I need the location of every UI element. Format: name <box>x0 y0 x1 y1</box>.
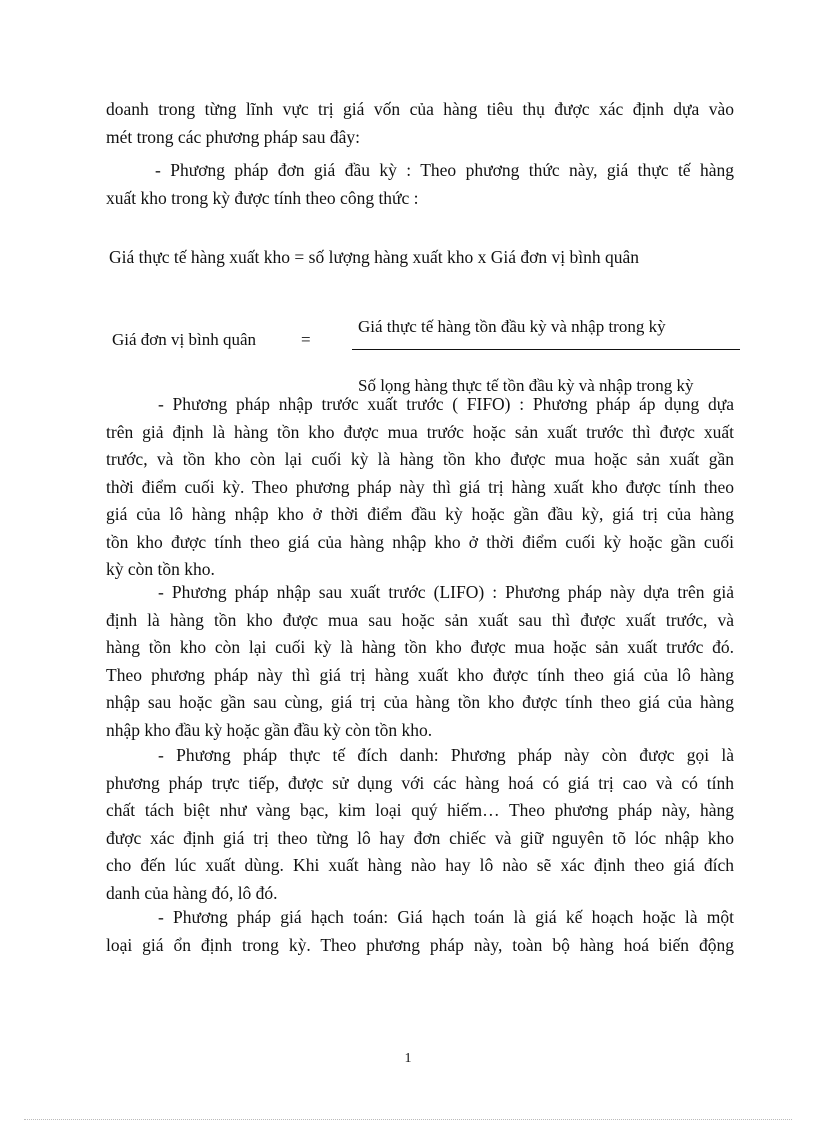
text-line: - Phương pháp nhập trước xuất trước ( FIFO) : Phương pháp áp dụng dựa <box>158 394 734 414</box>
text-line: nhập kho đầu kỳ hoặc gần đầu kỳ còn tồn kho. <box>106 719 433 740</box>
text-line: chất tách biệt như vàng bạc, kim loại quý hiếm… Theo phương pháp này, hàng <box>106 800 734 820</box>
text-line: cho đến lúc xuất dùng. Khi xuất hàng nào hay lô nào sẽ xác định theo giá đích <box>106 855 734 875</box>
text-line: - Phương pháp đơn giá đầu kỳ : Theo phương thức này, giá thực tế hàng <box>155 160 734 180</box>
text-line: nhập sau hoặc gần sau cùng, giá trị của hàng tồn kho được tính theo giá của hàng <box>106 692 734 712</box>
formula-export-price: Giá thực tế hàng xuất kho = số lượng hàng xuất kho x Giá đơn vị bình quân <box>109 247 639 267</box>
text-line: - Phương pháp nhập sau xuất trước (LIFO) : Phương pháp này dựa trên giả <box>158 582 734 602</box>
text-line: định là hàng tồn kho được mua sau hoặc sản xuất sau thì được xuất trước, và <box>106 609 734 630</box>
method1-paragraph <box>106 157 734 212</box>
text-line: tồn kho được tính theo giá của hàng nhập kho ở thời điểm cuối kỳ hoặc gần cuối <box>106 531 734 552</box>
text-line: loại giá ổn định trong kỳ. Theo phương pháp này, toàn bộ hàng hoá biến động <box>106 934 734 955</box>
lifo-paragraph <box>106 579 734 744</box>
fraction-bar <box>352 349 740 350</box>
text-line: doanh trong từng lĩnh vực trị giá vốn của hàng tiêu thụ được xác định dựa vào <box>106 99 734 119</box>
formula-equals-sign: = <box>301 330 311 349</box>
text-line: - Phương pháp thực tế đích danh: Phương pháp này còn được gọi là <box>158 745 734 765</box>
text-line: hàng tồn kho còn lại cuối kỳ là hàng tồn kho được mua hoặc sản xuất trước đó. <box>106 637 734 657</box>
text-line: được xác định giá trị theo từng lô hay đơn chiếc và giữ nguyên tõ lóc nhập kho <box>106 827 734 848</box>
page-number: 1 <box>404 1051 412 1066</box>
text-line: trước, và tồn kho còn lại cuối kỳ là hàng tồn kho được mua hoặc sản xuất gần <box>106 449 734 469</box>
text-line: giá của lô hàng nhập kho ở thời điểm đầu kỳ hoặc gần đầu kỳ, giá trị của hàng <box>106 504 734 524</box>
text-line: trên giả định là hàng tồn kho được mua trước hoặc sản xuất trước thì được xuất <box>106 421 734 442</box>
text-line: kỳ còn tồn kho. <box>106 559 215 579</box>
text-line: thời điểm cuối kỳ. Theo phương pháp này thì giá trị hàng xuất kho được tính theo <box>106 476 734 497</box>
specific-id-paragraph <box>106 742 734 907</box>
text-line: - Phương pháp giá hạch toán: Giá hạch toán là giá kế hoạch hoặc là một <box>158 907 734 927</box>
footer-divider <box>24 1119 792 1120</box>
formula-denominator: Số lọng hàng thực tế tồn đầu kỳ và nhập trong kỳ <box>358 376 694 395</box>
text-line: Theo phương pháp này thì giá trị hàng xuất kho được tính theo giá của lô hàng <box>106 664 734 685</box>
text-line: mét trong các phương pháp sau đây: <box>106 126 360 147</box>
text-line: phương pháp trực tiếp, được sử dụng với các hàng hoá có giá trị cao và có tính <box>106 772 734 793</box>
accounting-price-paragraph <box>106 904 734 959</box>
formula-unit-price-label: Giá đơn vị bình quân <box>112 330 257 349</box>
formula-numerator: Giá thực tế hàng tồn đầu kỳ và nhập trong kỳ <box>358 317 666 336</box>
intro-paragraph <box>106 96 734 151</box>
fifo-paragraph <box>106 391 734 584</box>
text-line: xuất kho trong kỳ được tính theo công thức : <box>106 187 419 208</box>
text-line: danh của hàng đó, lô đó. <box>106 882 278 903</box>
